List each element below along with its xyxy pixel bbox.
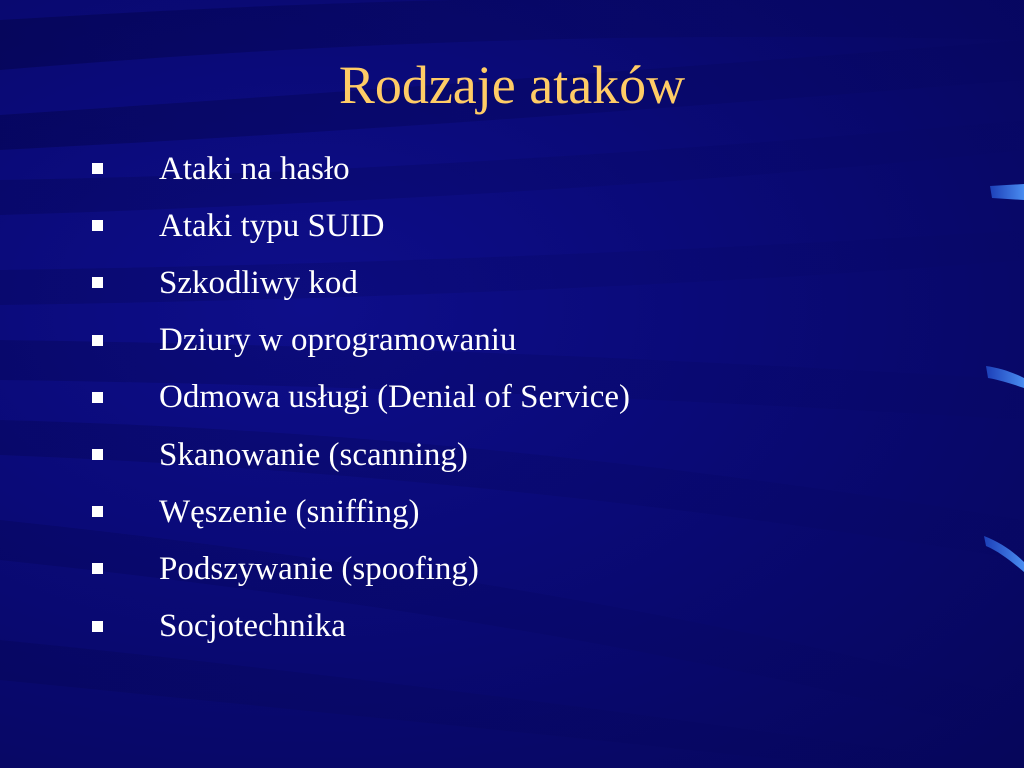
list-item bbox=[88, 540, 630, 597]
square-bullet-icon bbox=[92, 392, 103, 403]
square-bullet-icon bbox=[92, 563, 103, 574]
list-item-label: Socjotechnika bbox=[159, 608, 346, 645]
slide-title: Rodzaje ataków bbox=[338, 55, 686, 115]
square-bullet-icon bbox=[92, 220, 103, 231]
list-item-label: Węszenie (sniffing) bbox=[159, 493, 420, 530]
square-bullet-icon bbox=[92, 163, 103, 174]
square-bullet-icon bbox=[92, 449, 103, 460]
square-bullet-icon bbox=[92, 506, 103, 517]
list-item-label: Podszywanie (spoofing) bbox=[159, 550, 479, 587]
bullet-list bbox=[88, 140, 630, 655]
square-bullet-icon bbox=[92, 621, 103, 632]
list-item-label: Skanowanie (scanning) bbox=[159, 436, 468, 473]
square-bullet-icon bbox=[92, 277, 103, 288]
list-item bbox=[88, 598, 630, 655]
list-item bbox=[88, 140, 630, 197]
list-item bbox=[88, 483, 630, 540]
list-item bbox=[88, 312, 630, 369]
list-item-label: Odmowa usługi (Denial of Service) bbox=[159, 379, 631, 416]
list-item-label: Ataki na hasło bbox=[159, 150, 350, 187]
list-item-label: Ataki typu SUID bbox=[159, 207, 385, 244]
list-item-label: Dziury w oprogramowaniu bbox=[159, 322, 517, 359]
list-item bbox=[88, 254, 630, 311]
square-bullet-icon bbox=[92, 335, 103, 346]
list-item-label: Szkodliwy kod bbox=[159, 264, 358, 301]
list-item bbox=[88, 369, 630, 426]
list-item bbox=[88, 197, 630, 254]
list-item bbox=[88, 426, 630, 483]
